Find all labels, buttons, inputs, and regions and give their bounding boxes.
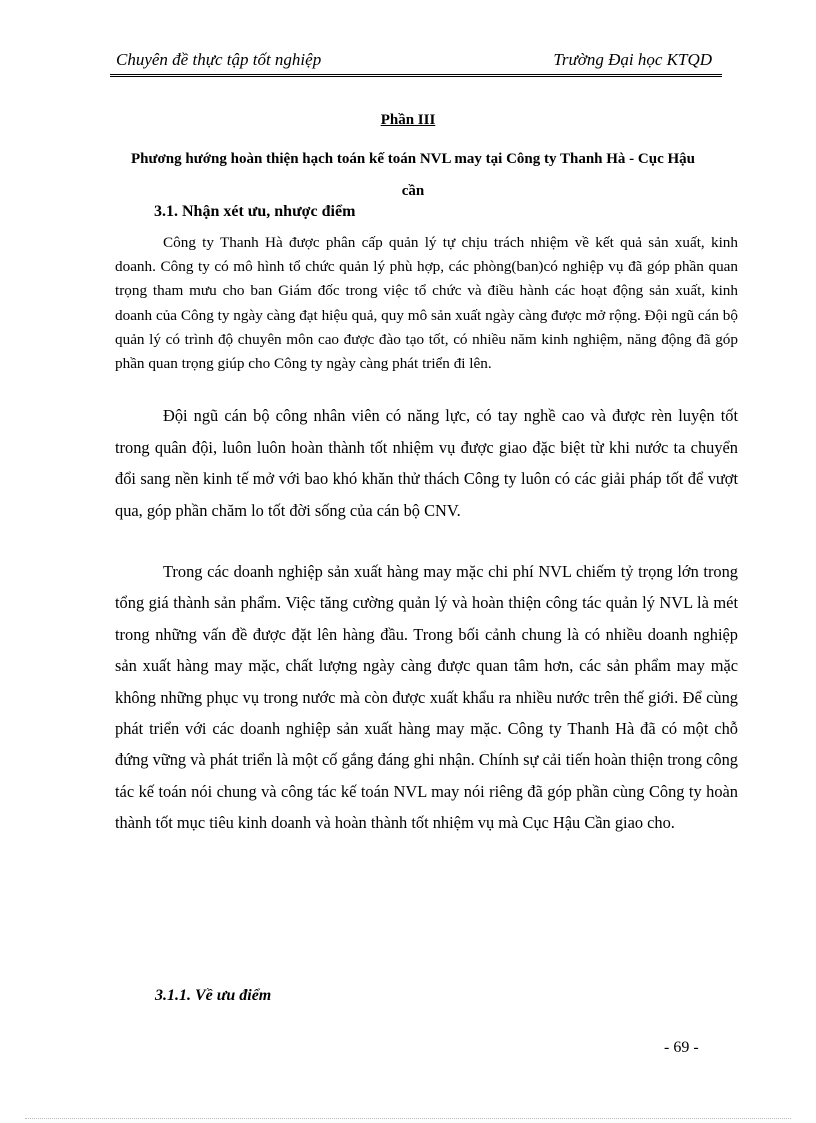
heading-3-1: 3.1. Nhận xét ưu, nhược điểm (154, 203, 356, 220)
section-title: Phần III (380, 112, 436, 128)
section-subtitle: Phương hướng hoàn thiện hạch toán kế toán NVL may tại Công ty Thanh Hà - Cục Hậu cần (130, 151, 696, 199)
page-bottom-divider (25, 1118, 791, 1119)
paragraph-1: Công ty Thanh Hà được phân cấp quản lý tự chịu trách nhiệm về kết quả sản xuất, kinh doanh. Công ty có mô hình tổ chức quản lý phù hợp, các phòng(ban)có nghiệp vụ đã góp phần quan trọng tham mưu cho ban Giám đốc trong việc tổ chức và điều hành các hoạt động sản xuất, kinh doanh của Công ty ngày càng đạt hiệu quả, quy mô sản xuất ngày càng được mở rộng. Đội ngũ cán bộ quản lý có trình độ chuyên môn cao được đào tạo tốt, có nhiều năm kinh nghiệm, năng động đã góp phần quan trọng giúp cho Công ty ngày càng phát triển đi lên. (115, 234, 738, 373)
heading-3-1-1: 3.1.1. Về ưu điểm (155, 987, 272, 1004)
running-header (110, 44, 722, 77)
page-number: - 69 - (664, 1039, 699, 1056)
paragraph-2: Đội ngũ cán bộ công nhân viên có năng lực, có tay nghề cao và được rèn luyện tốt trong quân đội, luôn luôn hoàn thành tốt nhiệm vụ được giao đặc biệt từ khi nước ta chuyển đổi sang nền kinh tế mở với bao khó khăn thử thách Công ty luôn có các giải pháp tốt để vượt qua, góp phần chăm lo tốt đời sống của cán bộ CNV. (115, 406, 738, 520)
paragraph-3: Trong các doanh nghiệp sản xuất hàng may mặc chi phí NVL chiếm tỷ trọng lớn trong tổng giá thành sản phẩm. Việc tăng cường quản lý và hoàn thiện công tác quản lý NVL là mét trong những vấn đề được đặt lên hàng đầu. Trong bối cảnh chung là có nhiều doanh nghiệp sản xuất hàng may mặc, chất lượng ngày càng được quan tâm hơn, các sản phẩm may mặc không những phục vụ trong nước mà còn được xuất khẩu ra nhiều nước trên thế giới. Để cùng phát triển với các doanh nghiệp sản xuất hàng may mặc. Công ty Thanh Hà đã có một chỗ đứng vững và phát triển là một cố gắng đáng ghi nhận. Chính sự cải tiến hoàn thiện trong công tác kế toán nói chung và công tác kế toán NVL may nói riêng đã góp phần cùng Công ty hoàn thành tốt mục tiêu kinh doanh và hoàn thành tốt nhiệm vụ mà Cục Hậu Cần giao cho. (115, 562, 738, 833)
header-left: Chuyên đề thực tập tốt nghiệp (116, 50, 322, 69)
header-right: Trường Đại học KTQD (553, 50, 712, 69)
